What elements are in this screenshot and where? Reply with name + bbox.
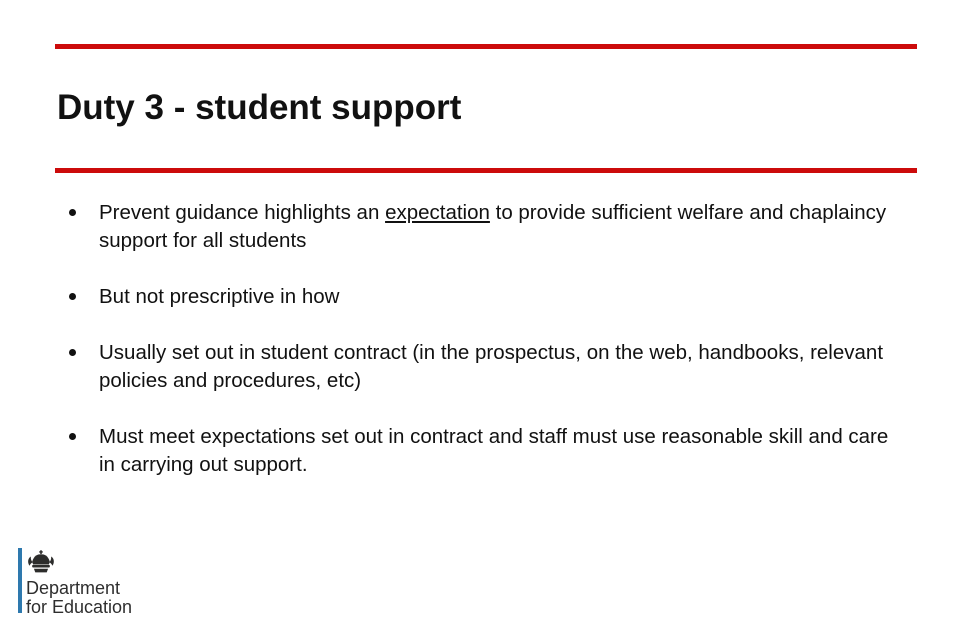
bullet-dot-icon xyxy=(69,293,76,300)
royal-crest-icon xyxy=(26,550,56,577)
bullet-text: Usually set out in student contract (in the prospectus, on the web, handbooks, relevant policies and procedures, etc) xyxy=(99,341,884,392)
bullet-text: Must meet expectations set out in contract and staff must use reasonable skill and care in carrying out support. xyxy=(99,425,889,476)
bullet-item xyxy=(69,199,909,255)
logo-org-name-line2: for Education xyxy=(26,596,133,617)
bullet-dot-icon xyxy=(69,349,76,356)
bullet-list xyxy=(69,199,909,479)
top-divider xyxy=(55,44,917,49)
bullet-dot-icon xyxy=(69,209,76,216)
bullet-text xyxy=(99,199,901,255)
bullet-text-segment: Prevent guidance highlights an xyxy=(99,201,386,224)
bullet-item xyxy=(69,423,909,479)
bullet-item xyxy=(69,283,909,311)
logo-org-name xyxy=(26,579,132,616)
dfe-logo xyxy=(18,548,158,617)
slide-title: Duty 3 - student support xyxy=(57,88,462,127)
bullet-text: But not prescriptive in how xyxy=(99,285,340,308)
logo-accent-bar xyxy=(18,548,22,613)
logo-org-name-line1: Department xyxy=(26,578,121,598)
bullet-dot-icon xyxy=(69,433,76,440)
title-divider xyxy=(55,168,917,173)
bullet-text-segment: to provide sufficient welfare and chaplaincy support for all students xyxy=(99,201,887,252)
bullet-item xyxy=(69,339,909,395)
underlined-term: expectation xyxy=(385,201,490,224)
